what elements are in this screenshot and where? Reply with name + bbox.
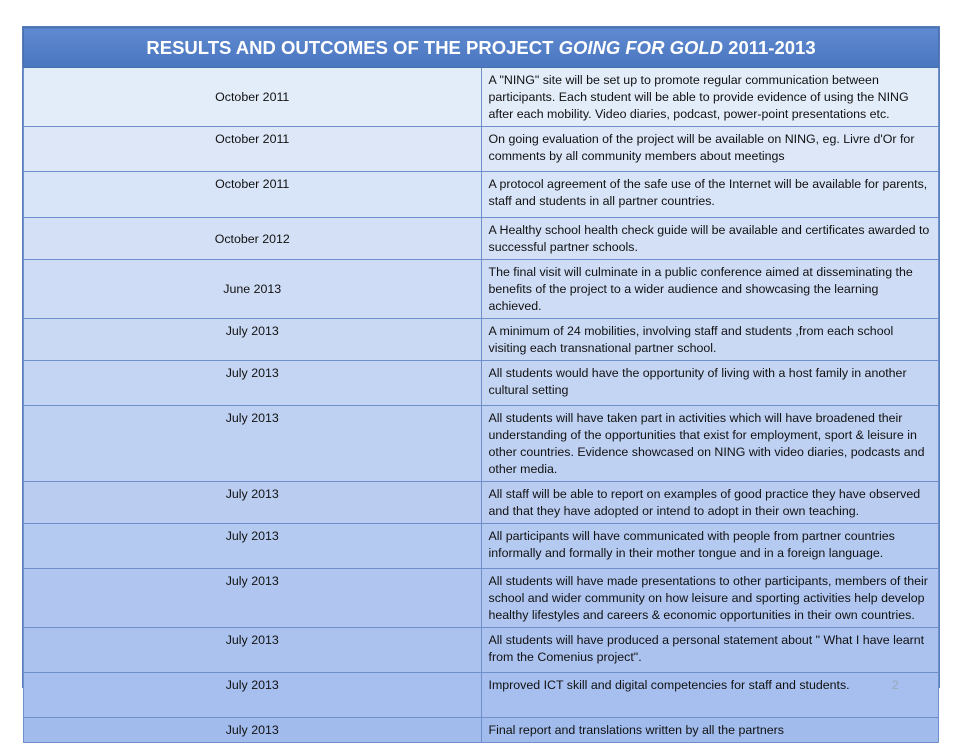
results-table-container bbox=[22, 26, 940, 737]
table-row bbox=[24, 361, 939, 406]
table-row bbox=[24, 482, 939, 524]
row-date: October 2012 bbox=[24, 218, 482, 260]
table-row bbox=[24, 218, 939, 260]
title-suffix: 2011-2013 bbox=[723, 36, 816, 58]
table-row bbox=[24, 172, 939, 218]
row-date: July 2013 bbox=[24, 482, 482, 524]
table-row bbox=[24, 260, 939, 319]
row-text: All staff will be able to report on examples of good practice they have observed and that they have adopted or intend to adopt in their own teaching. bbox=[481, 482, 939, 524]
row-date: June 2013 bbox=[24, 260, 482, 319]
row-date: October 2011 bbox=[24, 68, 482, 127]
row-date: July 2013 bbox=[24, 319, 482, 361]
row-text: The final visit will culminate in a public conference aimed at disseminating the benefits of the project to a wider audience and showcasing the learning achieved. bbox=[481, 260, 939, 319]
row-text: A Healthy school health check guide will be available and certificates awarded to successful partner schools. bbox=[481, 218, 939, 260]
table-row bbox=[24, 319, 939, 361]
table-row bbox=[24, 718, 939, 743]
row-date: July 2013 bbox=[24, 628, 482, 673]
row-date: October 2011 bbox=[24, 172, 482, 218]
row-text: On going evaluation of the project will be available on NING, eg. Livre d'Or for comments by all community members about meetings bbox=[481, 127, 939, 172]
title-prefix: RESULTS AND OUTCOMES OF THE PROJECT bbox=[146, 36, 559, 58]
page-number: 2 bbox=[892, 678, 899, 692]
title-italic: GOING FOR GOLD bbox=[558, 36, 724, 58]
row-date: July 2013 bbox=[24, 524, 482, 569]
table-row bbox=[24, 406, 939, 482]
row-text: A "NING" site will be set up to promote regular communication between participants. Each student will be able to provide evidence of using the NING after each mobility. Video diaries, podcast, power-point presentations etc. bbox=[481, 68, 939, 127]
results-table bbox=[23, 27, 939, 743]
row-text: Improved ICT skill and digital competencies for staff and students. bbox=[481, 673, 939, 718]
row-date: July 2013 bbox=[24, 673, 482, 718]
table-row bbox=[24, 673, 939, 718]
row-text: A minimum of 24 mobilities, involving staff and students ,from each school visiting each transnational partner school. bbox=[481, 319, 939, 361]
row-text: All students would have the opportunity of living with a host family in another cultural setting bbox=[481, 361, 939, 406]
table-row bbox=[24, 524, 939, 569]
title-row bbox=[24, 28, 939, 68]
row-date: July 2013 bbox=[24, 569, 482, 628]
table-title bbox=[24, 28, 939, 68]
row-text: Final report and translations written by all the partners bbox=[481, 718, 939, 743]
table-row bbox=[24, 628, 939, 673]
row-date: July 2013 bbox=[24, 406, 482, 482]
row-text: All students will have taken part in activities which will have broadened their understanding of the opportunities that exist for employment, sport & leisure in other countries. Evidence showcased on NING with video diaries, podcasts and other media. bbox=[481, 406, 939, 482]
row-text: A protocol agreement of the safe use of the Internet will be available for parents, staff and students in all partner countries. bbox=[481, 172, 939, 218]
row-text: All students will have made presentations to other participants, members of their school and wider community on how leisure and sporting activities help develop healthy lifestyles and careers & economic opportunities in their own countries. bbox=[481, 569, 939, 628]
table-row bbox=[24, 127, 939, 172]
row-date: October 2011 bbox=[24, 127, 482, 172]
table-row bbox=[24, 569, 939, 628]
table-row bbox=[24, 68, 939, 127]
row-text: All students will have produced a personal statement about " What I have learnt from the Comenius project". bbox=[481, 628, 939, 673]
row-text: All participants will have communicated with people from partner countries informally and formally in their mother tongue and in a foreign language. bbox=[481, 524, 939, 569]
row-date: July 2013 bbox=[24, 361, 482, 406]
row-date: July 2013 bbox=[24, 718, 482, 743]
